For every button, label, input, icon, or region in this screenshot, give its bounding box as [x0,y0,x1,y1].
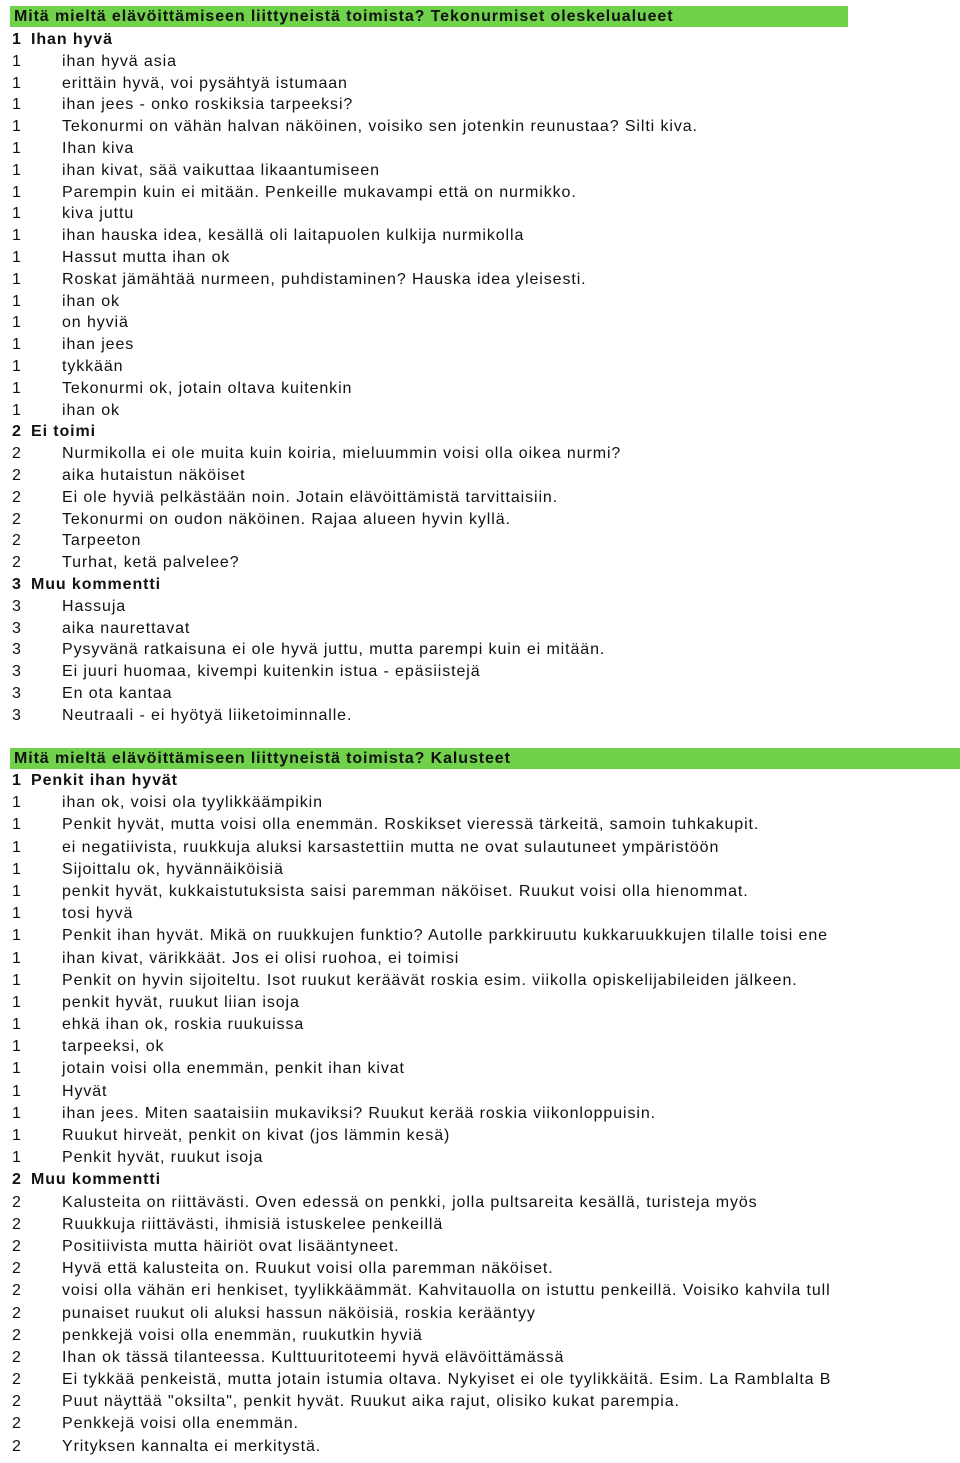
row-number: 1 [12,227,22,245]
comment-row [12,1436,960,1458]
category-label: Ihan hyvä [31,31,113,48]
comment-row [12,291,960,313]
comment-text: Tekonurmi ok, jotain oltava kuitenkin [62,379,353,397]
row-number: 2 [12,1282,22,1300]
row-number: 3 [12,706,22,724]
comment-row [12,465,960,487]
comment-text: Penkit hyvät, mutta voisi olla enemmän. Roskikset vieressä tärkeitä, samoin tuhkakupit. [62,816,760,834]
row-number: 1 [12,838,22,856]
row-number: 2 [12,488,22,506]
comment-row [12,73,960,95]
comment-row [12,837,960,859]
comment-text: aika naurettavat [62,619,191,637]
row-number: 1 [12,336,22,354]
comment-row [12,1125,960,1147]
comment-row [12,116,960,138]
comment-text: ihan jees - onko roskiksia tarpeeksi? [62,96,354,114]
comment-row [12,530,960,552]
comment-text: ihan hauska idea, kesällä oli laitapuolen kulkija nurmikolla [62,227,525,245]
comment-row [12,203,960,225]
row-number: 1 [12,772,22,789]
comment-row [12,138,960,160]
comment-row [12,970,960,992]
row-number: 2 [12,1193,22,1211]
comment-row [12,661,960,683]
comment-text: Puut näyttää "oksilta", penkit hyvät. Ruukut aika rajut, olisiko kukat parempia. [62,1393,680,1411]
comment-row [12,552,960,574]
comment-row [12,1214,960,1236]
comment-text: Ihan kiva [62,139,135,157]
row-number: 1 [12,314,22,332]
section-rows-tekonurmi [12,29,960,727]
comment-row [12,903,960,925]
row-number: 1 [12,1104,22,1122]
comment-text: Positiivista mutta häiriöt ovat lisääntyneet. [62,1237,400,1255]
row-number: 1 [12,183,22,201]
comment-text: Nurmikolla ei ole muita kuin koiria, mieluummin voisi olla oikea nurmi? [62,445,622,463]
row-number: 1 [12,139,22,157]
comment-text: Parempin kuin ei mitään. Penkeille mukavampi että on nurmikko. [62,183,577,201]
row-number: 2 [12,1437,22,1455]
comment-row [12,1081,960,1103]
row-number: 2 [12,1171,22,1189]
comment-text: Hassuja [62,597,127,615]
comment-text: Tarpeeton [62,532,142,550]
comment-row [12,1014,960,1036]
row-number: 2 [12,532,22,550]
row-number: 3 [12,575,22,593]
row-number: 1 [12,74,22,92]
comment-text: ihan ok, voisi ola tyylikkäämpikin [62,794,323,812]
section-header-kalusteet: Mitä mieltä elävöittämiseen liittyneistä toimista? Kalusteet [10,748,960,769]
comment-text: Hassut mutta ihan ok [62,248,231,266]
comment-row [12,1280,960,1302]
row-number: 1 [12,31,22,48]
comment-row [12,269,960,291]
row-number: 1 [12,1038,22,1056]
comment-row [12,639,960,661]
comment-row [12,94,960,116]
comment-text: Tekonurmi on vähän halvan näköinen, voisiko sen jotenkin reunustaa? Silti kiva. [62,118,698,136]
comment-row [12,247,960,269]
row-number: 1 [12,993,22,1011]
comment-text: Penkit on hyvin sijoiteltu. Isot ruukut keräävät roskia esim. viikolla opiskelijabileiden jälkeen. [62,971,798,989]
comment-text: ihan hyvä asia [62,52,177,70]
category-row [12,770,960,792]
comment-text: ihan kivat, värikkäät. Jos ei olisi ruohoa, ei toimisi [62,949,460,967]
comment-text: on hyviä [62,314,129,332]
comment-text: Penkit ihan hyvät. Mikä on ruukkujen funktio? Autolle parkkiruutu kukkaruukkujen tilalle toisi ene [62,927,828,945]
row-number: 2 [12,423,22,441]
comment-row [12,1325,960,1347]
row-number: 2 [12,1237,22,1255]
row-number: 2 [12,445,22,463]
comment-text: ihan ok [62,401,120,419]
row-number: 1 [12,927,22,945]
comment-row [12,356,960,378]
row-number: 1 [12,905,22,923]
row-number: 2 [12,1260,22,1278]
category-label: Muu kommentti [31,575,161,593]
comment-text: penkkejä voisi olla enemmän, ruukutkin hyviä [62,1326,423,1344]
comment-row [12,1103,960,1125]
row-number: 1 [12,949,22,967]
comment-text: Pysyvänä ratkaisuna ei ole hyvä juttu, mutta parempi kuin ei mitään. [62,641,606,659]
comment-text: voisi olla vähän eri henkiset, tyylikkäämmät. Kahvitauolla on istuttu penkeillä. Voisiko kahvila tull [62,1282,831,1300]
comment-text: Sijoittalu ok, hyvännäiköisiä [62,860,284,878]
comment-text: Roskat jämähtää nurmeen, puhdistaminen? Hauska idea yleisesti. [62,270,587,288]
comment-text: jotain voisi olla enemmän, penkit ihan kivat [62,1060,405,1078]
row-number: 1 [12,1060,22,1078]
comment-row [12,1236,960,1258]
row-number: 2 [12,1348,22,1366]
comment-row [12,948,960,970]
comment-text: erittäin hyvä, voi pysähtyä istumaan [62,74,348,92]
comment-text: Hyvät [62,1082,108,1100]
comment-text: kiva juttu [62,205,135,223]
row-number: 1 [12,52,22,70]
comment-row [12,705,960,727]
comment-text: Hyvä että kalusteita on. Ruukut voisi olla paremman näköiset. [62,1260,554,1278]
comment-text: ehkä ihan ok, roskia ruukuissa [62,1016,305,1034]
comment-row [12,992,960,1014]
comment-row [12,618,960,640]
comment-text: Ei ole hyviä pelkästään noin. Jotain elävöittämistä tarvittaisiin. [62,488,559,506]
row-number: 1 [12,401,22,419]
row-number: 2 [12,554,22,572]
comment-row [12,1303,960,1325]
comment-text: ihan jees. Miten saataisiin mukaviksi? Ruukut kerää roskia viikonloppuisin. [62,1104,656,1122]
comment-text: Turhat, ketä palvelee? [62,554,240,572]
comment-text: Ihan ok tässä tilanteessa. Kulttuuritoteemi hyvä elävöittämässä [62,1348,565,1366]
comment-row [12,1413,960,1435]
comment-text: Ei tykkää penkeistä, mutta jotain istumia oltava. Nykyiset ei ole tyylikkäitä. Esim. La Ramblalta B [62,1371,832,1389]
row-number: 1 [12,118,22,136]
row-number: 3 [12,663,22,681]
row-number: 1 [12,292,22,310]
comment-row [12,334,960,356]
row-number: 1 [12,1149,22,1167]
row-number: 2 [12,1415,22,1433]
row-number: 1 [12,161,22,179]
comment-row [12,51,960,73]
row-number: 1 [12,96,22,114]
row-number: 3 [12,641,22,659]
row-number: 3 [12,619,22,637]
row-number: 1 [12,379,22,397]
category-label: Ei toimi [31,423,96,441]
row-number: 1 [12,971,22,989]
comment-text: ihan kivat, sää vaikuttaa likaantumiseen [62,161,380,179]
comment-row [12,814,960,836]
row-number: 2 [12,1371,22,1389]
comment-row [12,378,960,400]
comment-text: Yrityksen kannalta ei merkitystä. [62,1437,322,1455]
comment-row [12,182,960,204]
category-label: Penkit ihan hyvät [31,772,178,789]
comment-text: Neutraali - ei hyötyä liiketoiminnalle. [62,706,353,724]
row-number: 2 [12,1393,22,1411]
category-row [12,1169,960,1191]
comment-text: En ota kantaa [62,684,173,702]
comment-text: Kalusteita on riittävästi. Oven edessä on penkki, jolla pultsareita kesällä, turisteja myös [62,1193,758,1211]
comment-text: aika hutaistun näköiset [62,466,246,484]
comment-text: Ruukut hirveät, penkit on kivat (jos lämmin kesä) [62,1127,451,1144]
comment-text: ihan jees [62,336,135,354]
comment-text: Penkit hyvät, ruukut isoja [62,1149,264,1167]
row-number: 2 [12,1326,22,1344]
row-number: 2 [12,1304,22,1322]
row-number: 1 [12,1127,22,1144]
comment-row [12,792,960,814]
comment-text: tarpeeksi, ok [62,1038,165,1056]
comment-row [12,859,960,881]
comment-row [12,1347,960,1369]
comment-text: penkit hyvät, ruukut liian isoja [62,993,300,1011]
row-number: 1 [12,860,22,878]
row-number: 1 [12,1016,22,1034]
comment-text: punaiset ruukut oli aluksi hassun näköisiä, roskia kerääntyy [62,1304,536,1322]
comment-row [12,1147,960,1169]
comment-row [12,925,960,947]
comment-text: tykkään [62,357,124,375]
comment-text: ei negatiivista, ruukkuja aluksi karsastettiin mutta ne ovat sulautuneet ympäristöön [62,838,720,856]
comment-row [12,1058,960,1080]
comment-text: ihan ok [62,292,120,310]
comment-text: Ruukkuja riittävästi, ihmisiä istuskelee penkeillä [62,1215,444,1233]
section-header-tekonurmi: Mitä mieltä elävöittämiseen liittyneistä toimista? Tekonurmiset oleskelualueet [10,6,848,27]
comment-row [12,312,960,334]
comment-text: Ei juuri huomaa, kivempi kuitenkin istua - epäsiistejä [62,663,481,681]
comment-text: penkit hyvät, kukkaistutuksista saisi paremman näköiset. Ruukut voisi olla hienommat. [62,882,749,900]
row-number: 3 [12,684,22,702]
comment-row [12,1369,960,1391]
category-row [12,421,960,443]
comment-text: Penkkejä voisi olla enemmän. [62,1415,299,1433]
row-number: 1 [12,270,22,288]
row-number: 2 [12,466,22,484]
section-rows-kalusteet [12,770,960,1458]
row-number: 1 [12,205,22,223]
comment-row [12,487,960,509]
row-number: 1 [12,248,22,266]
comment-row [12,1258,960,1280]
comment-row [12,1391,960,1413]
category-row [12,574,960,596]
category-label: Muu kommentti [31,1171,161,1189]
comment-row [12,683,960,705]
row-number: 3 [12,597,22,615]
comment-row [12,1192,960,1214]
row-number: 1 [12,357,22,375]
row-number: 2 [12,510,22,528]
row-number: 1 [12,816,22,834]
row-number: 1 [12,882,22,900]
row-number: 1 [12,1082,22,1100]
comment-row [12,1036,960,1058]
comment-row [12,443,960,465]
category-row [12,29,960,51]
comment-text: tosi hyvä [62,905,134,923]
comment-row [12,596,960,618]
comment-row [12,509,960,531]
comment-text: Tekonurmi on oudon näköinen. Rajaa alueen hyvin kyllä. [62,510,511,528]
comment-row [12,160,960,182]
comment-row [12,225,960,247]
row-number: 2 [12,1215,22,1233]
comment-row [12,881,960,903]
row-number: 1 [12,794,22,812]
comment-row [12,400,960,422]
